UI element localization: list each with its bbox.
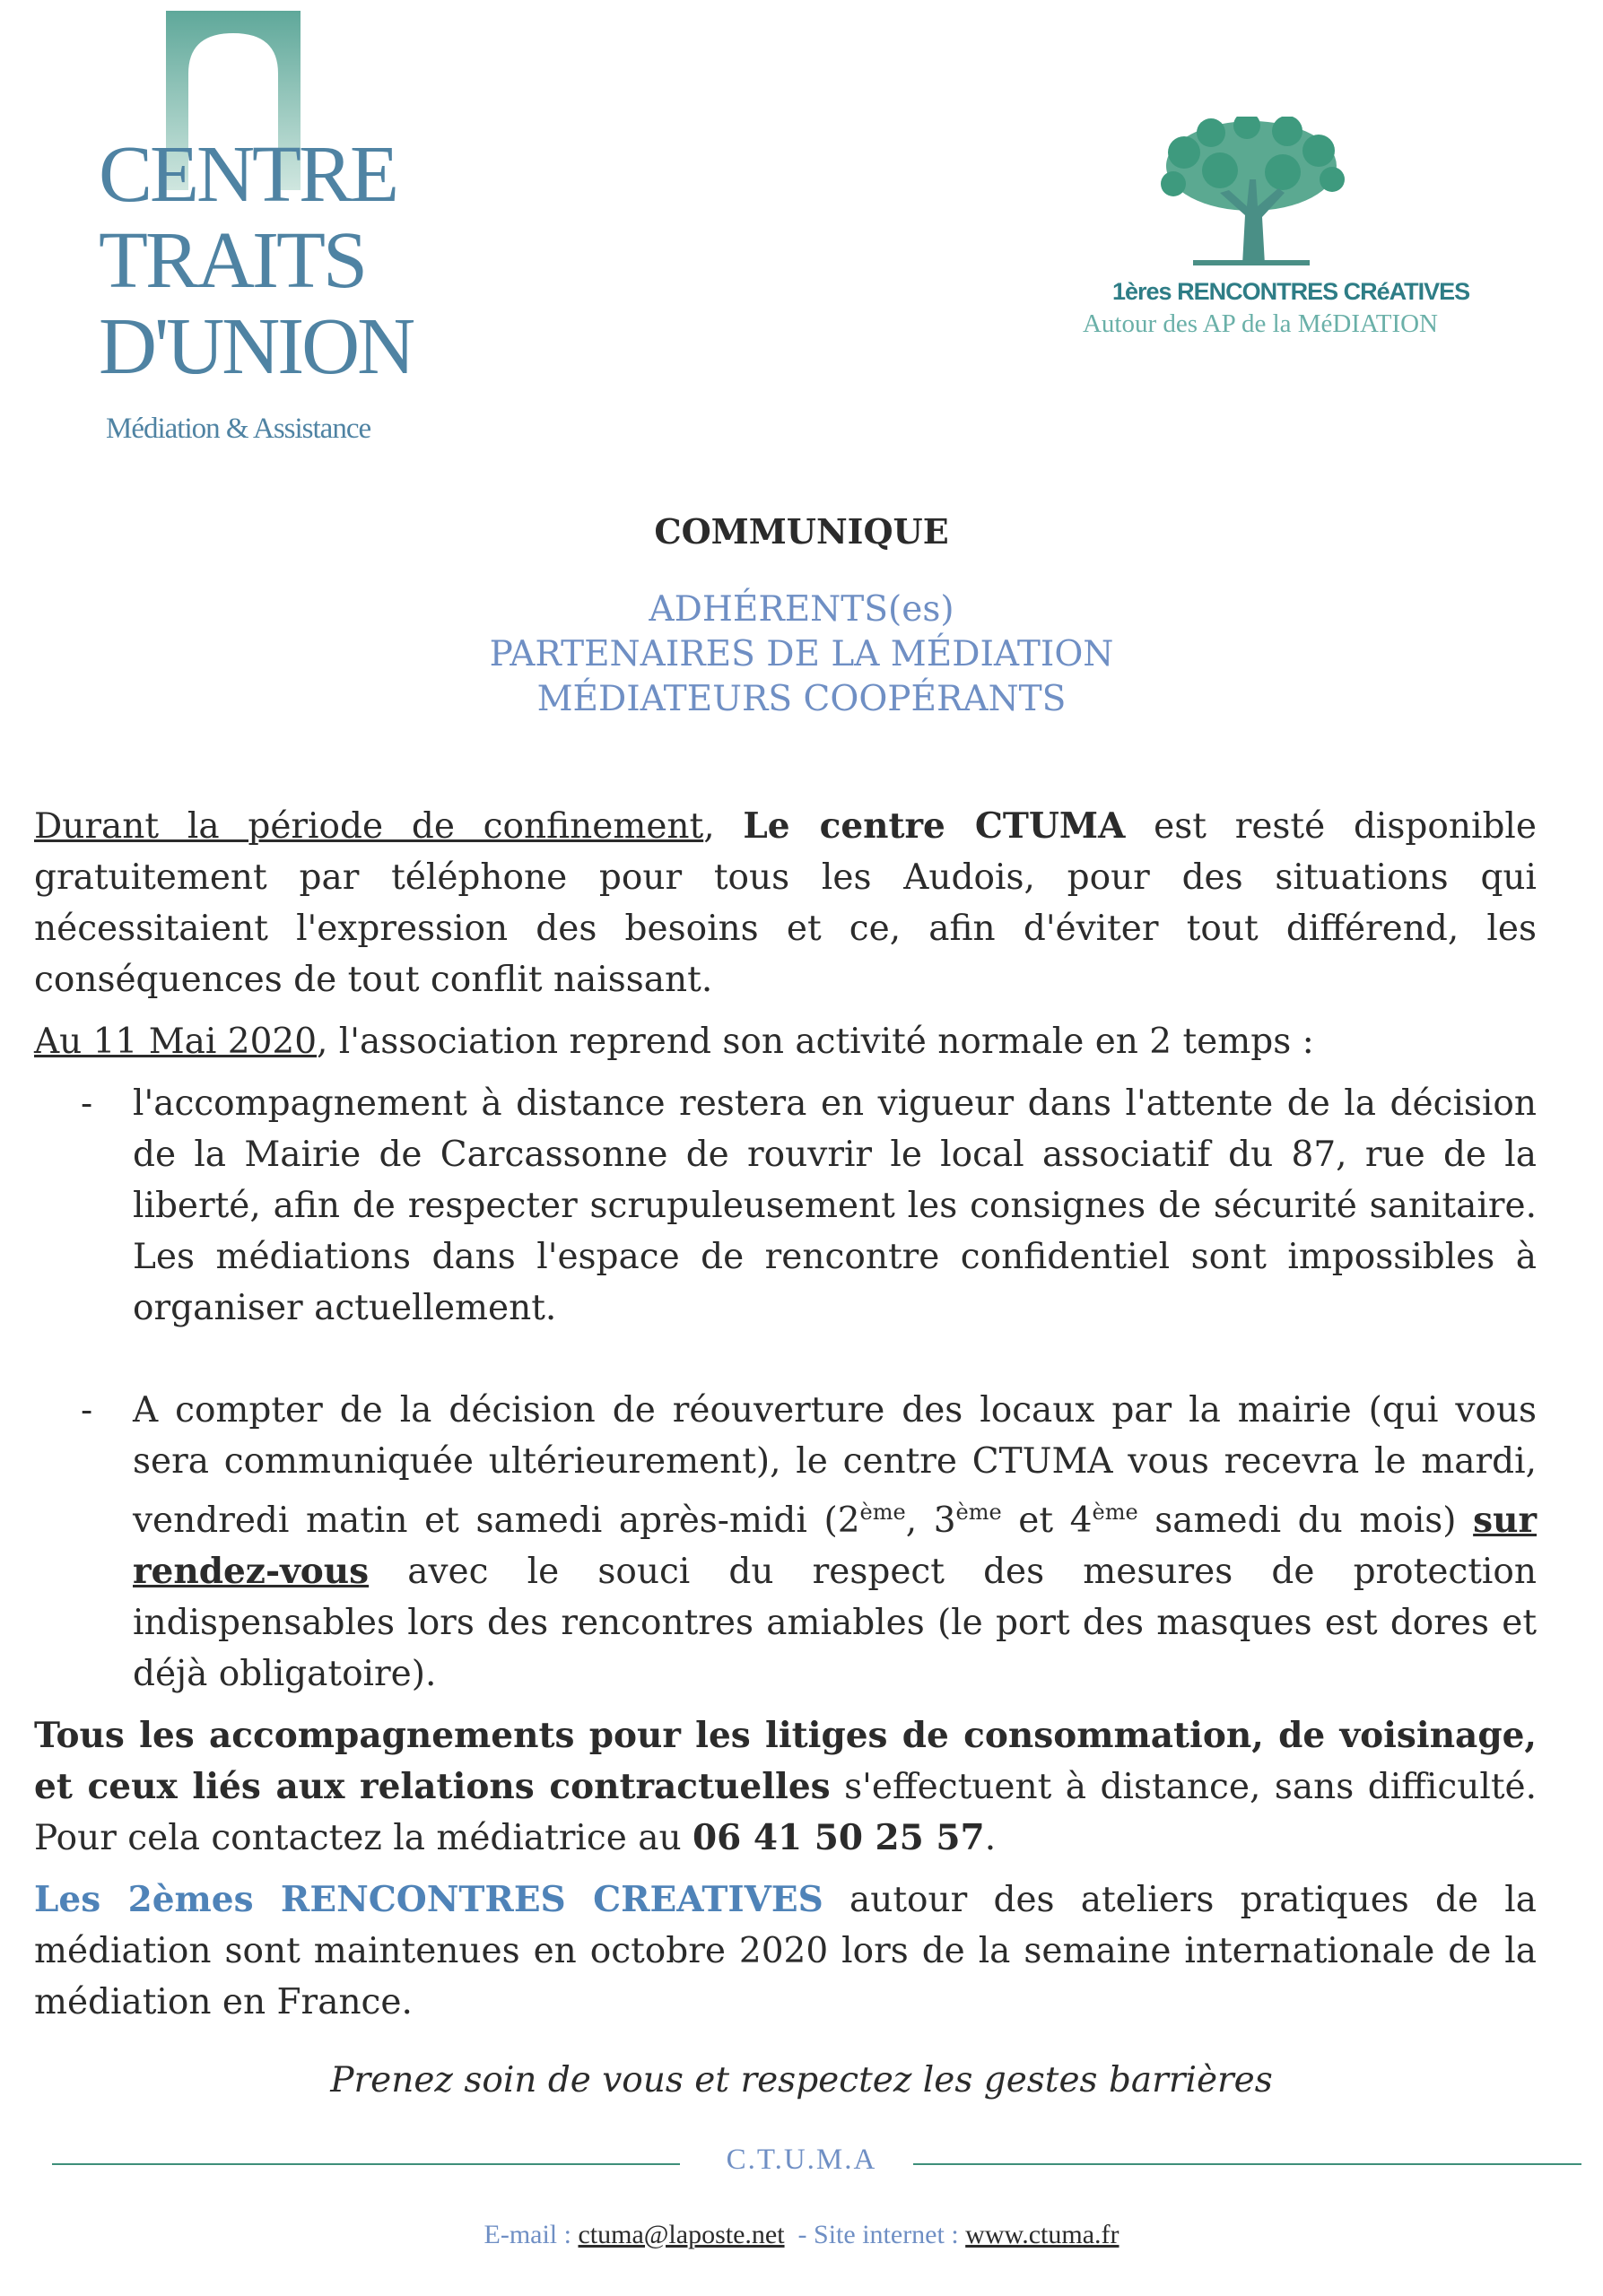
list-item-text-c: et 4 [1001,1500,1093,1541]
accompagnements-end: . [984,1818,997,1858]
recipients-block [0,587,1603,722]
list-dash: - [81,1390,93,1431]
recipient-line-3: MÉDIATEURS COOPÉRANTS [536,679,1067,719]
rencontres-emphasis: Les 2èmes RENCONTRES CREATIVES [34,1879,823,1920]
reprise-date: Au 11 Mai 2020 [34,1022,318,1062]
tree-icon [1157,117,1346,269]
paragraph-reprise [34,1016,1537,1067]
list-item-text-e: avec le souci du respect des mesures de protection indispensables lors des rencontres amiables (le port des masques est dores et déjà obligatoire). [133,1552,1537,1694]
website-link[interactable]: www.ctuma.fr [965,2220,1119,2249]
list-item [34,1385,1537,1700]
list-item [34,1078,1537,1334]
temps-list [34,1078,1537,1700]
recipient-line-1: ADHÉRENTS(es) [649,589,954,630]
site-label: - Site internet : [784,2220,966,2249]
logo-line-3: D'UNION [99,302,414,391]
rencontres-subtitle: Autour des AP de la MéDIATION [1082,309,1438,338]
ordinal-sup: ème [1092,1500,1138,1525]
list-dash: - [81,1083,93,1124]
accompagnements-text: s'effectuent à distance, sans difficulté. Pour cela contactez la médiatrice au [34,1767,1537,1858]
rencontres-title: 1ères RENCONTRES CRéATIVES [1112,278,1470,305]
email-link[interactable]: ctuma@laposte.net [578,2220,785,2249]
list-item-text-b: , 3 [905,1500,956,1541]
rendez-vous-emphasis: sur rendez-vous [133,1500,1537,1592]
logo-wordmark [99,130,414,391]
reprise-text: , l'association reprend son activité normale en 2 temps : [317,1022,1314,1062]
phone-number: 06 41 50 25 57 [693,1817,985,1858]
footer-divider-right [913,2163,1581,2165]
rencontres-logo [1032,108,1480,359]
confinement-text: est resté disponible gratuitement par téléphone pour tous les Audois, pour des situations qui nécessitaient l'expression des besoins et ce, afin d'éviter tout différend, les conséquences de tout conflit naissant. [34,806,1537,1000]
footer-org: C.T.U.M.A [726,2144,877,2176]
logo-line-2: TRAITS [99,216,365,305]
logo-tagline: Médiation & Assistance [106,413,371,445]
ordinal-sup: ème [859,1500,906,1525]
ctuma-name: Le centre CTUMA [743,805,1126,847]
paragraph-rencontres [34,1874,1537,2028]
paragraph-accompagnements [34,1710,1537,1864]
footer-contact [0,2220,1603,2250]
rencontres-text: autour des ateliers pratiques de la médiation sont maintenues en octobre 2020 lors de la semaine internationale de la médiation en France. [34,1880,1537,2022]
list-item-text-d: samedi du mois) [1137,1500,1474,1541]
document-heading: COMMUNIQUE [654,511,949,552]
recipient-line-2: PARTENAIRES DE LA MÉDIATION [489,634,1114,674]
paragraph-confinement [34,801,1537,1005]
email-label: E-mail : [484,2220,579,2249]
ctuma-logo [99,11,414,445]
confinement-lead: Durant la période de confinement [34,806,704,847]
accompagnements-bold: Tous les accompagnements pour les litiges de consommation, de voisinage, et ceux liés aux relations contractuelles [34,1715,1537,1807]
confinement-comma: , [703,806,744,847]
closing-line: Prenez soin de vous et respectez les gestes barrières [330,2060,1273,2100]
list-item-text: l'accompagnement à distance restera en vigueur dans l'attente de la décision de la Mairie de Carcassonne de rouvrir le local associatif du 87, rue de la liberté, afin de respecter scrupuleusement les consignes de sécurité sanitaire. Les médiations dans l'espace de rencontre confidentiel sont impossibles à organiser actuellement. [133,1083,1537,1328]
logo-line-1: CENTRE [99,130,396,219]
list-item-text-a: A compter de la décision de réouverture des locaux par la mairie (qui vous sera communiquée ultérieurement), le centre CTUMA vous recevra le mardi, vendredi matin et samedi après-midi (2 [133,1390,1537,1541]
ordinal-sup: ème [955,1500,1002,1525]
document-body [34,801,1537,2028]
